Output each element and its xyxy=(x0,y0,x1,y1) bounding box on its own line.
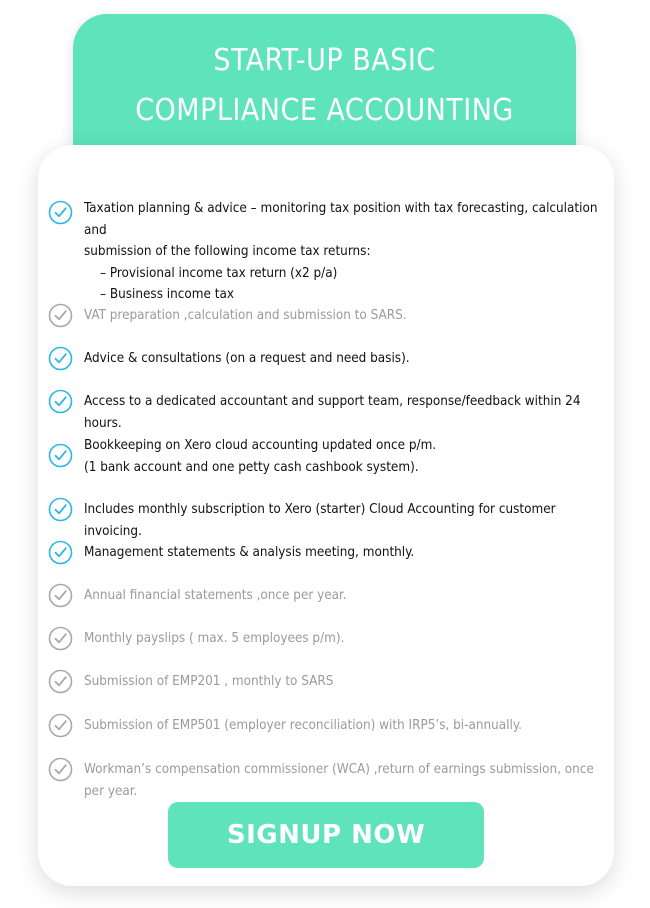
feature-item xyxy=(84,198,614,306)
feature-text: Advice & consultations (on a request and need basis). xyxy=(84,351,410,366)
signup-button[interactable]: SIGNUP NOW xyxy=(168,802,484,868)
feature-text: (1 bank account and one petty cash cashbook system). xyxy=(84,459,419,475)
feature-text: Bookkeeping on Xero cloud accounting updated once p/m. xyxy=(84,438,437,453)
feature-item xyxy=(84,628,614,650)
feature-subitem: – Provisional income tax return (x2 p/a) xyxy=(100,265,338,281)
feature-text: Taxation planning & advice – monitoring tax position with tax forecasting, calculation and xyxy=(84,201,598,238)
check-circle-icon xyxy=(48,669,73,694)
feature-item xyxy=(84,391,614,434)
feature-text: VAT preparation ,calculation and submission to SARS. xyxy=(84,308,407,323)
feature-text: Submission of EMP201 , monthly to SARS xyxy=(84,674,334,689)
check-circle-icon xyxy=(48,583,73,608)
feature-item xyxy=(84,435,614,478)
feature-text: Annual financial statements ,once per year. xyxy=(84,588,347,603)
check-circle-icon xyxy=(48,497,73,522)
feature-item xyxy=(84,671,614,693)
feature-item xyxy=(84,715,614,737)
feature-item xyxy=(84,499,614,542)
check-circle-icon xyxy=(48,200,73,225)
feature-text: Workman’s compensation commissioner (WCA) ,return of earnings submission, once per year. xyxy=(84,762,594,799)
title-line-1: START-UP BASIC xyxy=(213,43,436,78)
feature-item xyxy=(84,585,614,607)
feature-text: Management statements & analysis meeting, monthly. xyxy=(84,545,415,560)
feature-item xyxy=(84,759,614,802)
check-circle-icon xyxy=(48,389,73,414)
feature-subitem: – Business income tax xyxy=(100,287,234,302)
check-circle-icon xyxy=(48,626,73,651)
feature-item xyxy=(84,348,614,370)
check-circle-icon xyxy=(48,346,73,371)
feature-text: Includes monthly subscription to Xero (starter) Cloud Accounting for customer invoicing. xyxy=(84,502,556,539)
feature-item xyxy=(84,305,614,327)
check-circle-icon xyxy=(48,443,73,468)
feature-text: Monthly payslips ( max. 5 employees p/m). xyxy=(84,631,345,646)
feature-item xyxy=(84,542,614,564)
check-circle-icon xyxy=(48,540,73,565)
feature-text: Submission of EMP501 (employer reconciliation) with IRP5’s, bi-annually. xyxy=(84,718,522,733)
feature-text: Access to a dedicated accountant and support team, response/feedback within 24 hours. xyxy=(84,394,581,431)
feature-text: submission of the following income tax returns: xyxy=(84,244,371,259)
check-circle-icon xyxy=(48,757,73,782)
check-circle-icon xyxy=(48,713,73,738)
check-circle-icon xyxy=(48,303,73,328)
title-line-2: COMPLIANCE ACCOUNTING xyxy=(135,93,514,128)
